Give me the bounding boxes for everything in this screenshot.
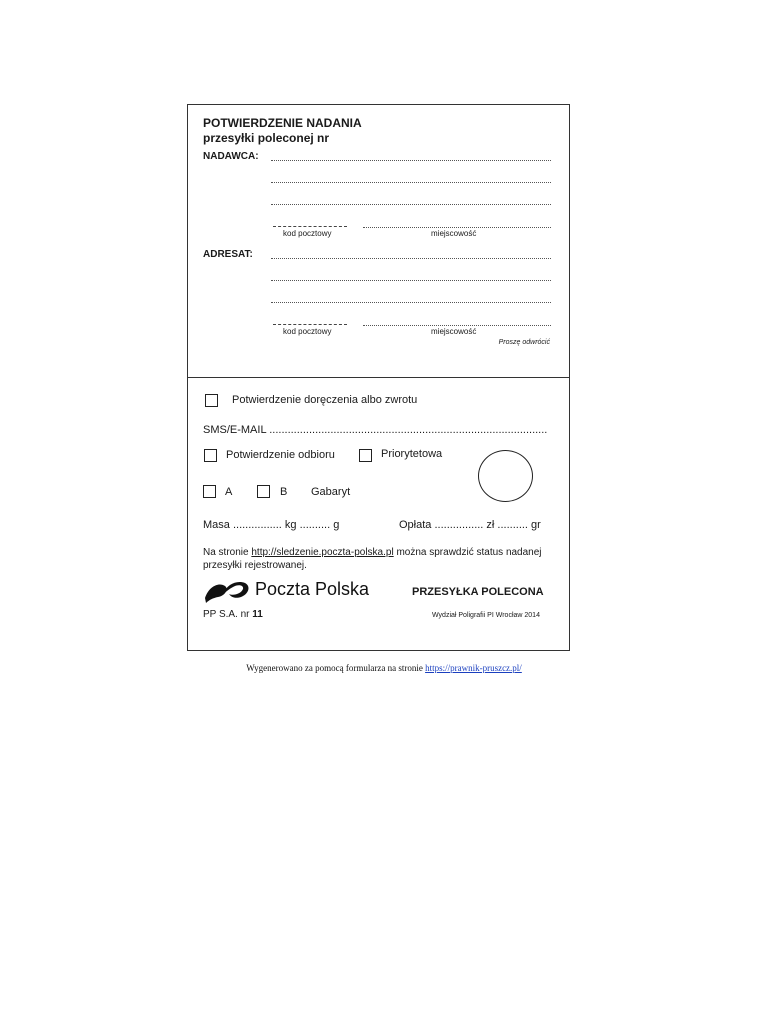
sms-email-label: SMS/E-MAIL <box>203 424 267 436</box>
priority-label: Priorytetowa <box>381 448 443 460</box>
form-subtitle: przesyłki poleconej nr <box>203 131 330 145</box>
pp-number: 11 <box>252 609 263 620</box>
section-divider <box>188 377 569 378</box>
recipient-city-label: miejscowość <box>431 327 477 336</box>
size-a-checkbox[interactable] <box>203 485 216 498</box>
fee-field[interactable]: Opłata ................ zł .......... gr <box>399 519 541 531</box>
sender-city-field[interactable] <box>363 227 551 228</box>
recipient-postal-code-field[interactable] <box>273 324 347 325</box>
size-a-label: A <box>225 486 233 498</box>
tracking-link[interactable]: http://sledzenie.poczta-polska.pl <box>251 547 394 558</box>
turn-over-note: Proszę odwrócić <box>498 339 550 346</box>
generated-footer <box>0 663 768 673</box>
recipient-label: ADRESAT: <box>203 249 253 260</box>
confirm-delivery-checkbox[interactable] <box>205 394 218 407</box>
confirm-receipt-label: Potwierdzenie odbioru <box>226 449 335 461</box>
sms-email-field[interactable] <box>203 424 547 436</box>
tracking-info-text-after: można sprawdzić status nadanej <box>393 547 542 558</box>
sms-email-dots: ........................................................................................... <box>269 424 548 436</box>
poczta-polska-logo-icon <box>203 578 253 604</box>
postal-receipt-card <box>187 104 570 651</box>
registered-label: PRZESYŁKA POLECONA <box>412 586 544 598</box>
form-title: POTWIERDZENIE NADANIA <box>203 116 362 130</box>
recipient-line-3[interactable] <box>271 302 551 303</box>
postmark-circle <box>478 450 533 502</box>
tracking-info-text: Na stronie <box>203 547 252 558</box>
sender-postal-code-field[interactable] <box>273 226 347 227</box>
recipient-city-field[interactable] <box>363 325 551 326</box>
sender-line-3[interactable] <box>271 204 551 205</box>
confirm-receipt-checkbox[interactable] <box>204 449 217 462</box>
size-label: Gabaryt <box>311 486 351 498</box>
confirm-delivery-label: Potwierdzenie doręczenia albo zwrotu <box>232 394 418 406</box>
size-b-label: B <box>280 486 288 498</box>
pp-label: PP S.A. nr <box>203 609 253 620</box>
sender-postal-code-label: kod pocztowy <box>283 229 332 238</box>
sender-line-2[interactable] <box>271 182 551 183</box>
footer-text: Wygenerowano za pomocą formularza na stronie <box>246 663 426 673</box>
sender-label: NADAWCA: <box>203 151 259 162</box>
recipient-postal-code-label: kod pocztowy <box>283 327 332 336</box>
sender-city-label: miejscowość <box>431 229 477 238</box>
sender-line-1[interactable] <box>271 160 551 161</box>
recipient-line-1[interactable] <box>271 258 551 259</box>
mass-field[interactable]: Masa ................ kg .......... g <box>203 519 340 531</box>
recipient-line-2[interactable] <box>271 280 551 281</box>
printer-label: Wydział Poligrafii PI Wrocław 2014 <box>432 612 540 619</box>
size-b-checkbox[interactable] <box>257 485 270 498</box>
pp-number-line <box>203 609 263 620</box>
logo-text: Poczta Polska <box>255 579 370 599</box>
priority-checkbox[interactable] <box>359 449 372 462</box>
tracking-info-line2: przesyłki rejestrowanej. <box>203 560 307 571</box>
tracking-info <box>203 546 542 572</box>
footer-link[interactable]: https://prawnik-pruszcz.pl/ <box>425 663 522 673</box>
